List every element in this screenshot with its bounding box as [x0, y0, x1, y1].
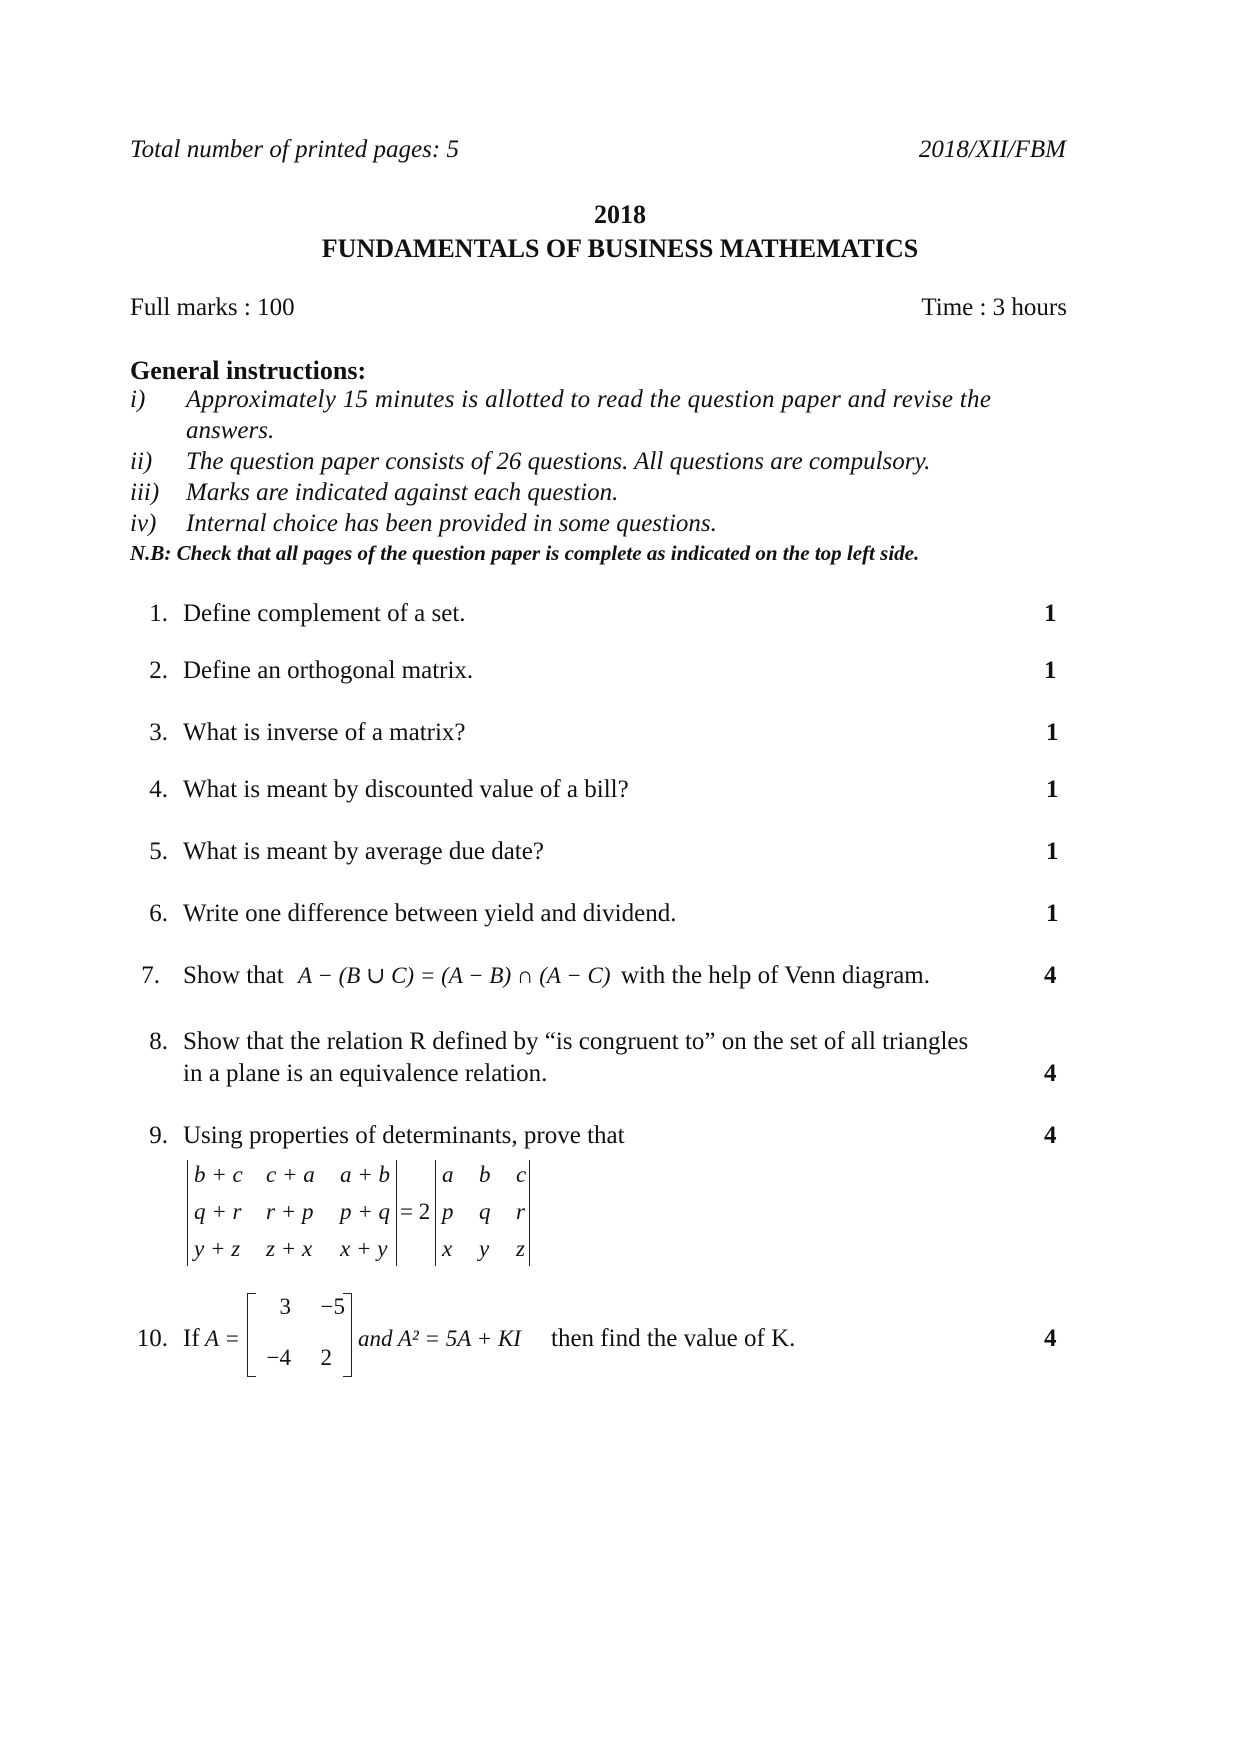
instruction-number: ii): [130, 448, 153, 475]
question-text: in a plane is an equivalence relation.: [183, 1060, 548, 1087]
question-marks: 4: [1044, 962, 1057, 989]
question-marks: 1: [1044, 600, 1057, 627]
question-marks: 1: [1046, 900, 1059, 927]
det-cell: c + a: [266, 1162, 315, 1187]
paper-code: 2018/XII/FBM: [918, 136, 1066, 163]
question-text: Show that the relation R defined by “is congruent to” on the set of all triangles: [183, 1028, 969, 1055]
question-if: If: [183, 1325, 200, 1352]
instruction-number: i): [130, 386, 146, 413]
question-number: 7.: [141, 962, 160, 989]
det-cell: q + r: [194, 1199, 242, 1224]
instruction-text: The question paper consists of 26 questions. All questions are compulsory.: [186, 448, 931, 475]
question-marks: 1: [1044, 657, 1057, 684]
matrix-equation: and A² = 5A + KI: [358, 1326, 521, 1351]
question-text-pre: Show that: [183, 962, 284, 989]
question-text-post: with the help of Venn diagram.: [620, 962, 931, 989]
instruction-number: iii): [130, 479, 160, 506]
determinant-lhs: [187, 1160, 397, 1266]
question-text: Using properties of determinants, prove that: [183, 1122, 625, 1149]
det-cell: r: [516, 1199, 525, 1224]
equals-two: = 2: [400, 1199, 431, 1224]
matrix-cell: −4: [266, 1345, 291, 1370]
question-marks: 1: [1046, 719, 1059, 746]
instruction-number: iv): [130, 510, 157, 537]
full-marks: Full marks : 100: [130, 294, 295, 321]
det-cell: q: [479, 1199, 491, 1224]
question-marks: 4: [1044, 1122, 1057, 1149]
question-text: Define complement of a set.: [183, 600, 466, 627]
question-number: 4.: [149, 776, 168, 803]
question-number: 1.: [149, 600, 168, 627]
question-text: Define an orthogonal matrix.: [183, 657, 474, 684]
question-marks: 4: [1044, 1325, 1057, 1352]
matrix-cell: 2: [320, 1345, 332, 1370]
set-expression: A − (B ∪ C) = (A − B) ∩ (A − C): [297, 963, 611, 988]
det-cell: y + z: [194, 1236, 241, 1261]
matrix-cell: −5: [320, 1294, 345, 1319]
det-cell: b + c: [194, 1162, 243, 1187]
question-text: What is meant by average due date?: [183, 838, 544, 865]
question-text: then find the value of K.: [551, 1325, 796, 1352]
question-number: 8.: [149, 1028, 168, 1055]
matrix-name: A =: [205, 1326, 240, 1351]
question-number: 3.: [149, 719, 168, 746]
page-count-note: Total number of printed pages: 5: [130, 136, 459, 163]
det-cell: a + b: [340, 1162, 391, 1187]
det-cell: c: [516, 1162, 527, 1187]
det-cell: a: [442, 1162, 454, 1187]
det-cell: b: [479, 1162, 491, 1187]
det-cell: p: [442, 1199, 454, 1224]
question-marks: 4: [1044, 1060, 1057, 1087]
instruction-text: Marks are indicated against each question.: [186, 479, 619, 506]
time-allowed: Time : 3 hours: [921, 294, 1067, 321]
question-text: What is inverse of a matrix?: [183, 719, 466, 746]
matrix-cell: 3: [279, 1294, 291, 1319]
determinant-rhs: [435, 1160, 530, 1266]
question-marks: 1: [1046, 838, 1059, 865]
question-text: Write one difference between yield and dividend.: [183, 900, 677, 927]
question-number: 5.: [149, 838, 168, 865]
question-number: 9.: [149, 1122, 168, 1149]
question-number: 10.: [136, 1325, 168, 1352]
instruction-text: Internal choice has been provided in some questions.: [186, 510, 717, 537]
nb-note: N.B: Check that all pages of the question paper is complete as indicated on the top left side.: [130, 541, 920, 565]
question-text: What is meant by discounted value of a bill?: [183, 776, 629, 803]
question-number: 6.: [149, 900, 168, 927]
instruction-text: Approximately 15 minutes is allotted to read the question paper and revise the: [186, 386, 992, 413]
question-text: [183, 962, 930, 990]
det-cell: r + p: [266, 1199, 314, 1224]
matrix-bracket-right: [343, 1293, 352, 1377]
det-cell: z: [516, 1236, 525, 1261]
instructions-heading: General instructions:: [130, 356, 367, 385]
instruction-text: answers.: [186, 417, 275, 444]
exam-year: 2018: [594, 200, 646, 229]
det-cell: x: [442, 1236, 453, 1261]
det-cell: y: [479, 1236, 490, 1261]
question-number: 2.: [149, 657, 168, 684]
det-cell: p + q: [340, 1199, 391, 1224]
paper-title: FUNDAMENTALS OF BUSINESS MATHEMATICS: [321, 234, 919, 263]
question-marks: 1: [1046, 776, 1059, 803]
det-cell: z + x: [266, 1236, 313, 1261]
det-cell: x + y: [340, 1236, 388, 1261]
